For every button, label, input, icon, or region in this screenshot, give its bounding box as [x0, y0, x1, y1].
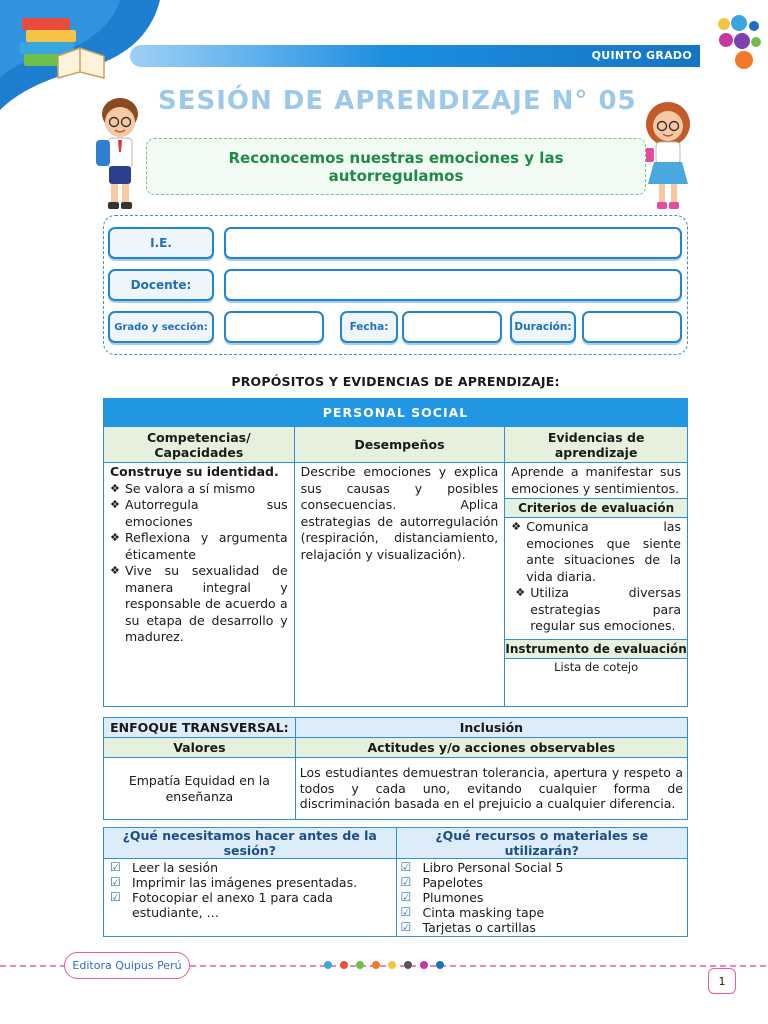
checkbox-icon: ☑: [110, 890, 121, 904]
checkbox-icon: ☑: [400, 860, 412, 874]
instrumento-text: Lista de cotejo: [554, 659, 639, 674]
ie-label: I.E.: [108, 227, 214, 259]
desempeno-cell: Describe emociones y explica sus causas y posibles consecuencias. Aplica estrategias de autorregulación (respiración, distanciamiento, relajación y visualización).: [294, 463, 505, 707]
list-item: ☑ Imprimir las imágenes presentadas.: [110, 875, 358, 890]
docente-label: Docente:: [108, 269, 214, 301]
list-item: ❖ Utiliza diversas estrategias para regular sus emociones.: [515, 585, 681, 633]
list-item: ❖ Vive su sexualidad de manera integral y responsable de acuerdo a su etapa de desarrollo y madurez.: [110, 563, 288, 644]
diamond-bullet-icon: ❖: [110, 481, 120, 495]
resources-header: ¿Qué recursos o materiales se utilizarán?: [396, 828, 687, 859]
checkbox-icon: ☑: [400, 905, 412, 919]
criterios-header: Criterios de evaluación: [505, 498, 687, 518]
grade-banner: [130, 45, 700, 67]
page-title: SESIÓN DE APRENDIZAJE N° 05: [158, 86, 637, 116]
list-item: ☑ Plumones: [400, 890, 484, 905]
diamond-bullet-icon: ❖: [515, 586, 526, 599]
session-subtitle: [146, 138, 646, 195]
list-item: ☑ Cinta masking tape: [400, 905, 545, 920]
checkbox-icon: ☑: [400, 890, 412, 904]
actitudes-text: Los estudiantes demuestran tolerancia, apertura y respeto a todos y cada uno, evitando cualquier forma de discriminación basada en el prejuicio a cualquier diferencia.: [295, 758, 687, 820]
duracion-label: Duración:: [510, 311, 576, 343]
list-item: ❖ Comunica las emociones que siente ante situaciones de la vida diaria.: [511, 519, 681, 584]
area-header: PERSONAL SOCIAL: [104, 399, 688, 427]
evidencias-cell: [505, 463, 688, 707]
diamond-bullet-icon: ❖: [110, 531, 120, 544]
checkbox-icon: ☑: [110, 860, 121, 874]
col-competencias: Competencias/ Capacidades: [104, 427, 295, 463]
publisher-badge: Editora Quipus Perú: [64, 952, 190, 979]
docente-field[interactable]: [224, 269, 682, 301]
before-header: ¿Qué necesitamos hacer antes de la sesión?: [104, 828, 397, 859]
duracion-field[interactable]: [582, 311, 682, 343]
ie-field[interactable]: [224, 227, 682, 259]
actitudes-header: Actitudes y/o acciones observables: [295, 738, 687, 758]
list-item: ☑ Leer la sesión: [110, 860, 219, 875]
valores-text: Empatía Equidad en la enseñanza: [104, 758, 296, 820]
purposes-heading: PROPÓSITOS Y EVIDENCIAS DE APRENDIZAJE:: [231, 374, 560, 389]
col-desempenos: Desempeños: [294, 427, 505, 463]
checkbox-icon: ☑: [400, 875, 412, 889]
grado-seccion-label: Grado y sección:: [108, 311, 214, 343]
criterios-list: [505, 518, 687, 639]
books-icon: [18, 12, 108, 84]
pencils-decoration: [322, 957, 446, 975]
competencias-cell: [104, 463, 295, 707]
diamond-bullet-icon: ❖: [511, 520, 522, 533]
boy-illustration: [88, 92, 150, 214]
resources-list: [396, 859, 687, 937]
dots-decoration: [714, 14, 762, 70]
list-item: ☑ Tarjetas o cartillas: [400, 920, 536, 935]
checkbox-icon: ☑: [400, 920, 412, 934]
identification-panel: [103, 215, 688, 355]
diamond-bullet-icon: ❖: [110, 498, 120, 511]
grado-seccion-field[interactable]: [224, 311, 324, 343]
list-item: ❖ Autorregula sus emociones: [110, 497, 288, 529]
page-number: 1: [708, 968, 736, 994]
list-item: ☑ Libro Personal Social 5: [400, 860, 564, 875]
preparation-table: [103, 827, 688, 937]
col-evidencias: Evidencias de aprendizaje: [505, 427, 688, 463]
purposes-table: [103, 398, 688, 707]
valores-header: Valores: [104, 738, 296, 758]
enfoque-label: ENFOQUE TRANSVERSAL:: [104, 718, 296, 738]
checkbox-icon: ☑: [110, 875, 121, 889]
subtitle-text: Reconocemos nuestras emociones y las autorregulamos: [228, 148, 564, 185]
before-list: [104, 859, 397, 937]
grade-label: QUINTO GRADO: [591, 49, 692, 62]
list-item: ❖ Reflexiona y argumenta éticamente: [110, 530, 288, 562]
enfoque-table: [103, 717, 688, 820]
instrumento-header: Instrumento de evaluación: [505, 639, 687, 659]
list-item: ❖ Se valora a sí mismo: [110, 480, 256, 496]
fecha-label: Fecha:: [340, 311, 398, 343]
evidencia-text: Aprende a manifestar sus emociones y sentimientos.: [511, 464, 681, 496]
fecha-field[interactable]: [402, 311, 502, 343]
competencia-title: Construye su identidad.: [110, 464, 279, 479]
list-item: ☑ Papelotes: [400, 875, 484, 890]
enfoque-name: Inclusión: [295, 718, 687, 738]
list-item: ☑ Fotocopiar el anexo 1 para cada estudiante, …: [110, 890, 333, 920]
diamond-bullet-icon: ❖: [110, 564, 120, 577]
